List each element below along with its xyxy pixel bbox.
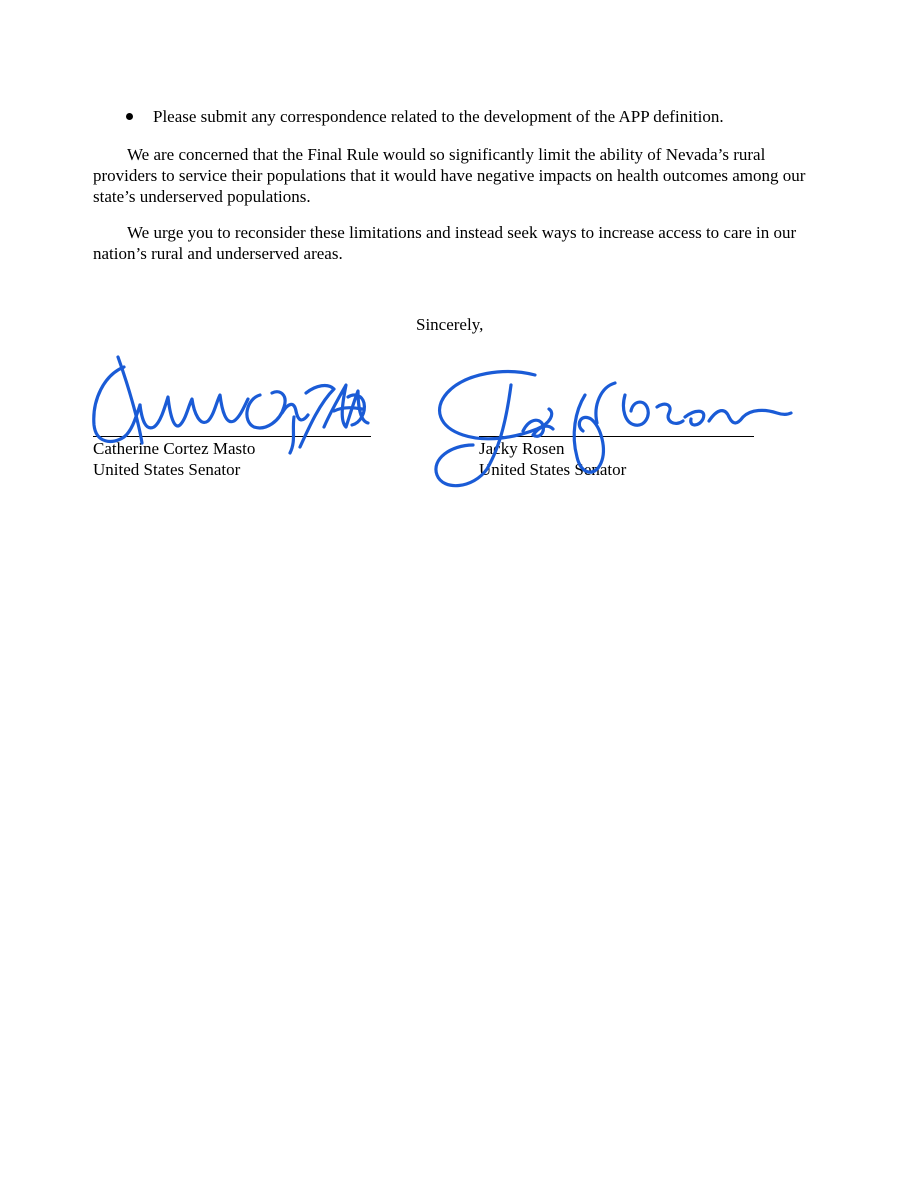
closing-salutation: Sincerely, <box>416 315 484 334</box>
paragraph-urge <box>93 222 813 264</box>
signer-name: Catherine Cortez Masto <box>93 439 256 458</box>
handwritten-signature-icon <box>84 355 374 460</box>
paragraph-text: We urge you to reconsider these limitations and instead seek ways to increase access to care in our nation’s rural and underserved areas. <box>93 223 797 263</box>
paragraph-concern <box>93 144 813 207</box>
bullet-text: Please submit any correspondence related to the development of the APP definition. <box>153 107 724 126</box>
paragraph-text: We are concerned that the Final Rule would so significantly limit the ability of Nevada’s rural providers to service their populations that it would have negative impacts on health outcomes among our state’s underserved populations. <box>93 145 806 206</box>
signer-title: United States Senator <box>479 460 627 479</box>
handwritten-signature-icon <box>425 365 795 493</box>
signer-name: Jacky Rosen <box>479 439 565 458</box>
signer-title: United States Senator <box>93 460 241 479</box>
bullet-icon <box>126 113 133 120</box>
